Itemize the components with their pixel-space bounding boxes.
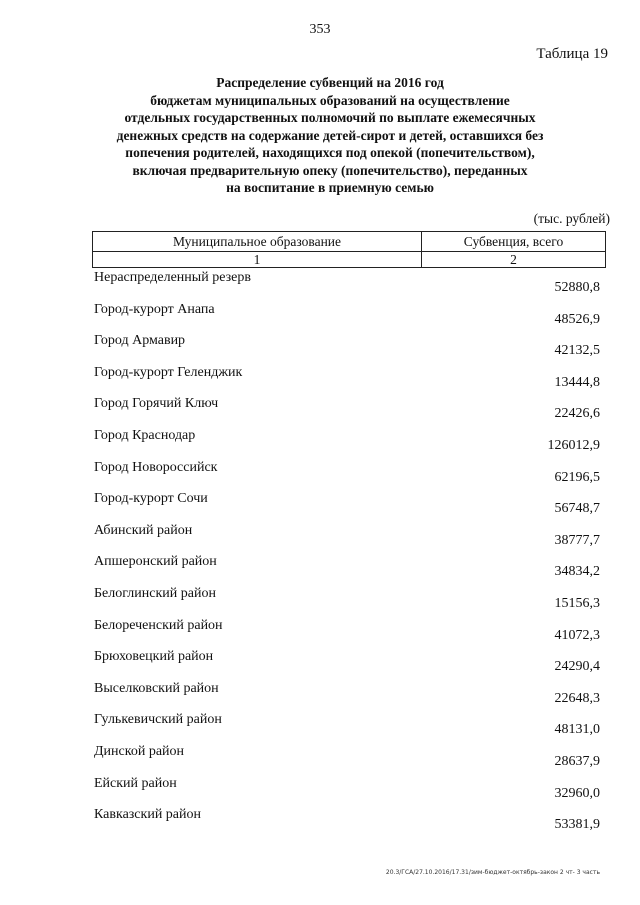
subvention-value: 32960,0 [554,785,600,801]
subvention-value: 34834,2 [554,564,600,580]
table-row [0,333,640,365]
title-line: отдельных государственных полномочий по выплате ежемесячных [124,110,536,125]
municipality-name: Город-курорт Анапа [94,301,215,317]
table-row [0,807,640,839]
column-number-1: 1 [93,252,422,268]
municipality-name: Нераспределенный резерв [94,270,251,285]
subvention-value: 126012,9 [547,437,600,453]
table-row [0,744,640,776]
table-row [0,586,640,618]
table-row [0,554,640,586]
table-row [0,649,640,681]
subvention-value: 38777,7 [554,532,600,548]
table-row [0,776,640,808]
municipality-name: Апшеронский район [94,554,217,570]
subvention-value: 15156,3 [554,595,600,611]
municipality-name: Город Горячий Ключ [94,396,219,412]
municipality-name: Город Новороссийск [94,459,218,475]
table-row [0,681,640,713]
municipality-name: Выселковский район [94,680,219,696]
municipality-name: Кавказский район [94,807,202,823]
municipality-name: Брюховецкий район [94,649,214,665]
municipality-name: Динской район [94,743,185,759]
subvention-value: 41072,3 [554,627,600,643]
subvention-value: 53381,9 [554,817,600,833]
document-title [80,74,580,197]
title-line: включая предварительную опеку (попечительство), переданных [132,162,528,178]
subvention-value: 62196,5 [554,469,600,485]
subvention-value: 22648,3 [554,690,600,706]
header-row [93,232,606,252]
header-municipality: Муниципальное образование [93,232,422,252]
municipality-name: Белореченский район [94,617,223,633]
table-label: Таблица 19 [536,46,608,62]
municipality-name: Ейский район [94,775,177,791]
table-row [0,302,640,334]
table-row [0,396,640,428]
page-number: 353 [309,22,331,37]
municipality-name: Гулькевичский район [94,712,222,728]
municipality-name: Абинский район [94,522,193,538]
table-row [0,365,640,397]
subvention-value: 24290,4 [554,659,600,675]
footer-file-path: 20.3/ГСА/27.10.2016/17.31/зим-бюджет-октябрь-закон 2 чт- 3 часть [385,869,600,876]
subvention-value: 28637,9 [554,753,600,769]
municipality-name: Город Армавир [94,333,186,349]
table-row [0,460,640,492]
municipality-name: Город-курорт Сочи [94,491,208,507]
subvention-value: 48131,0 [554,722,600,738]
table-row [0,712,640,744]
municipality-name: Белоглинский район [94,585,216,601]
table-row [0,523,640,555]
table-row [0,491,640,523]
title-line: на воспитание в приемную семью [226,180,434,195]
column-number-2: 2 [422,252,606,268]
units-label: (тыс. рублей) [533,211,610,226]
subvention-value: 56748,7 [554,501,600,517]
table-row [0,428,640,460]
subvention-value: 22426,6 [554,406,600,422]
title-line: Распределение субвенций на 2016 год [216,75,444,90]
table-row [0,618,640,650]
title-line: бюджетам муниципальных образований на осуществление [150,92,510,108]
table-header [92,231,606,268]
table-body [0,270,640,839]
subvention-value: 13444,8 [554,374,600,390]
column-number-row [93,252,606,268]
subvention-value: 52880,8 [554,280,600,295]
subvention-value: 48526,9 [554,311,600,327]
title-line: попечения родителей, находящихся под опекой (попечительством), [125,145,535,160]
municipality-name: Город Краснодар [94,427,196,443]
table-row [0,270,640,302]
header-subvention: Субвенция, всего [422,232,606,252]
subvention-value: 42132,5 [554,343,600,359]
title-line: денежных средств на содержание детей-сирот и детей, оставшихся без [116,127,544,143]
municipality-name: Город-курорт Геленджик [94,364,243,380]
